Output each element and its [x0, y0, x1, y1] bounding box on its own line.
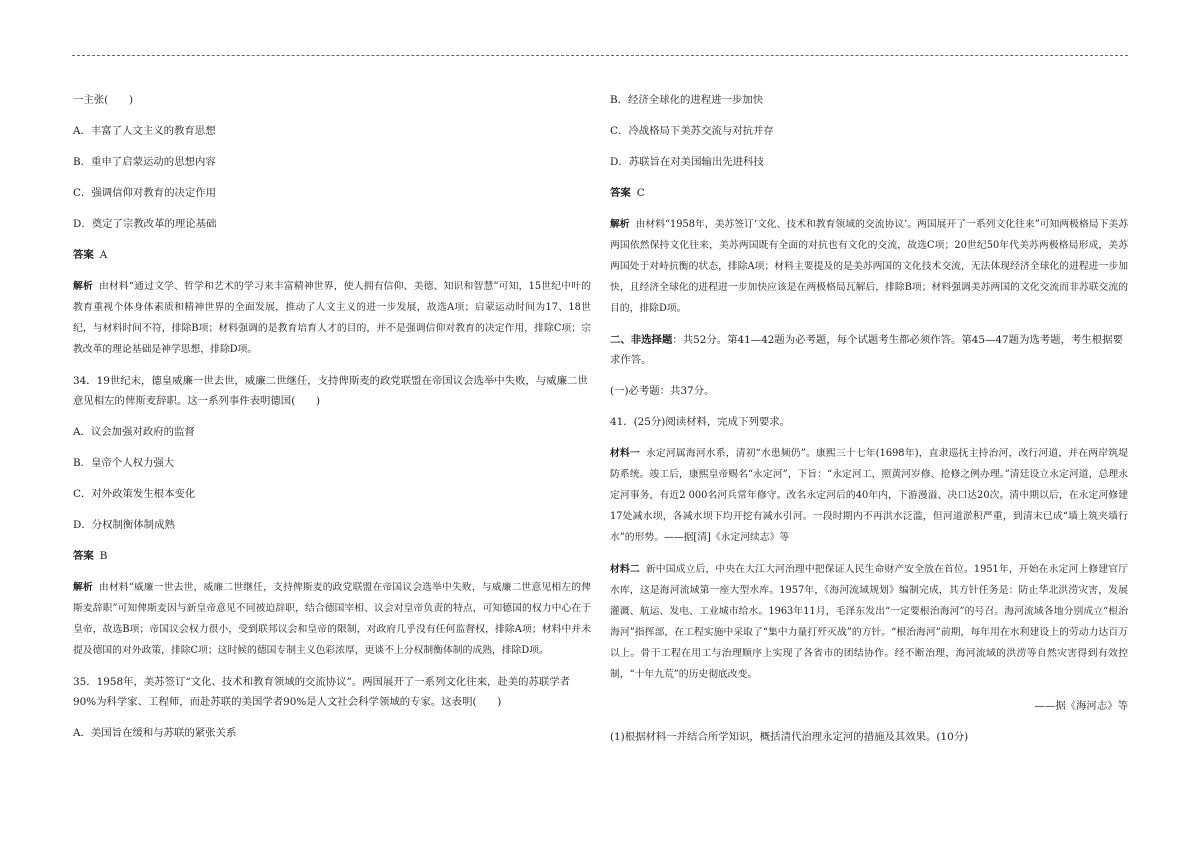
material-1	[610, 443, 1128, 548]
q35-stem: 35．1958年，美苏签订“文化、技术和教育领域的交流协议”。两国展开了一系列文化往来，赴美的苏联学者90%为科学家、工程师，而赴苏联的美国学者90%是人文社会科学领域的专家。这表明( )	[73, 676, 571, 708]
q33-stem-tail: 一主张( )	[73, 94, 134, 106]
section-2-heading: 二、非选择题	[610, 334, 673, 346]
q33-option-c: C．强调信仰对教育的决定作用	[73, 187, 217, 199]
q35-option-d: D．苏联旨在对美国输出先进科技	[610, 156, 764, 168]
section-2-intro	[610, 330, 1128, 370]
explanation-text: 由材料“通过文学、哲学和艺术的学习来丰富精神世界，使人拥有信仰、美德、知识和智慧”可知，15世纪中叶的教育重视个体身体素质和精神世界的全面发展，推动了人文主义的进一步发展，故选A项；启蒙运动时间为17、18世纪，与材料时间不符，排除B项；材料强调的是教育培育人才的目的，并不是强调信仰对教育的决定作用，排除C项；宗教改革的理论基础是神学思想，排除D项。	[73, 281, 592, 355]
material-2	[610, 559, 1128, 685]
explanation-label: 解析	[73, 582, 93, 593]
material-1-text: 永定河属海河水系，清初“水患频仍”。康熙三十七年(1698年)，直隶巡抚主持治河，改行河道，并在两岸筑堤防系统。竣工后，康熙皇帝赐名“永定河”，下旨：“永定河工，照黄河岁修、抢修之例办理。”清廷设立永定河道，总理永定河事务，有近2 000名河兵常年修守。改名永定河后的40年内，下游漫溢、决口达20次。清中期以后，在永定河修建17处减水坝，各减水坝下均开挖有减水引河。一段时期内不再洪水泛滥，但河道淤积严重，到清末已成“墙上筑夹墙行水”的形势。——据[清]《永定河续志》等	[610, 448, 1129, 543]
q34-explanation	[73, 577, 591, 661]
q34-option-c: C．对外政策发生根本变化	[73, 488, 196, 500]
q34-answer	[73, 546, 591, 566]
material-1-label: 材料一	[610, 448, 640, 459]
q34-option-b: B．皇帝个人权力强大	[73, 457, 175, 469]
explanation-text: 由材料“1958年，美苏签订‘文化、技术和教育领域的交流协议’。两国展开了一系列文化往来”可知两极格局下美苏两国依然保持文化往来，美苏两国既有全面的对抗也有文化的交流，故选C项；20世纪50年代美苏两极格局形成，美苏两国处于对峙抗衡的状态，排除A项；材料主要提及的是美苏两国的文化技术交流，无法体现经济全球化的进程进一步加快，且经济全球化的进程进一步加快应该是在两极格局瓦解后，排除B项；材料强调美苏两国的文化交流而非苏联交流的目的，排除D项。	[610, 219, 1128, 314]
q33-option-d: D．奠定了宗教改革的理论基础	[73, 218, 217, 230]
material-2-text: 新中国成立后，中央在大江大河治理中把保证人民生命财产安全放在首位。1951年，开始在永定河上修建官厅水库，这是海河流域第一座大型水库。1957年，《海河流域规划》编制完成，其方针任务是：防止华北洪涝灾害，发展灌溉、航运、发电、工业城市给水。1963年11月，毛泽东发出“一定要根治海河”的号召。海河流域各地分别成立“根治海河”指挥部，在工程实施中采取了“集中力量打歼灭战”的方针。“根治海河”前期，每年用在水利建设上的劳动力达百万以上。骨干工程在用工与治理顺序上实现了各省市的团结协作。经不断治理，海河流域的洪涝等自然灾害得到有效控制，“十年九荒”的历史彻底改变。	[610, 564, 1129, 680]
header-rule	[72, 55, 1128, 56]
q33-option-b: B．重申了启蒙运动的思想内容	[73, 156, 216, 168]
explanation-text: 由材料“威廉一世去世，威廉二世继任，支持俾斯麦的政党联盟在帝国议会选举中失败，与威廉二世意见相左的俾斯麦辞职”可知俾斯麦因与新皇帝意见不同被迫辞职，结合德国宰相、议会对皇帝负责的特点，可知德国的权力中心在于皇帝，故选B项；帝国议会权力很小，受到联邦议会和皇帝的限制，对政府几乎没有任何监督权，排除A项；材料中并未提及德国的对外政策，排除C项；这时候的德国专制主义色彩浓厚，更谈不上分权制衡体制的成熟，排除D项。	[73, 582, 592, 656]
right-column	[610, 90, 1128, 747]
q33-option-a: A．丰富了人文主义的教育思想	[73, 125, 216, 137]
material-2-label: 材料二	[610, 564, 640, 575]
answer-value: C	[636, 187, 645, 199]
q35-option-b: B．经济全球化的进程进一步加快	[610, 94, 764, 106]
q41-stem: 41．(25分)阅读材料，完成下列要求。	[610, 416, 791, 428]
material-2-source: ——据《海河志》等	[1034, 700, 1128, 712]
q35-explanation	[610, 214, 1128, 319]
required-heading: (一)必考题：共37分。	[610, 385, 715, 397]
explanation-label: 解析	[610, 219, 630, 230]
q41-subquestion-1: (1)根据材料一并结合所学知识，概括清代治理永定河的措施及其效果。(10分)	[610, 731, 969, 743]
q34-option-a: A．议会加强对政府的监督	[73, 426, 195, 438]
q35-answer	[610, 183, 1128, 203]
answer-value: B	[99, 550, 108, 562]
q33-explanation	[73, 276, 591, 360]
q34-option-d: D．分权制衡体制成熟	[73, 519, 175, 531]
q35-option-a: A．美国旨在缓和与苏联的紧张关系	[73, 727, 237, 739]
explanation-label: 解析	[73, 281, 93, 292]
answer-label: 答案	[73, 550, 94, 562]
answer-value: A	[99, 249, 108, 261]
section-2-instructions: ：共52分。第41—42题为必考题，每个试题考生都必须作答。第45—47题为选考题，考生根据要求作答。	[610, 334, 1123, 366]
q34-stem: 34．19世纪末，德皇威廉一世去世，威廉二世继任，支持俾斯麦的政党联盟在帝国议会选举中失败，与威廉二世意见相左的俾斯麦辞职。这一系列事件表明德国( )	[73, 375, 588, 407]
q33-answer	[73, 245, 591, 265]
answer-label: 答案	[73, 249, 94, 261]
answer-label: 答案	[610, 187, 631, 199]
q35-option-c: C．冷战格局下美苏交流与对抗并存	[610, 125, 774, 137]
left-column	[73, 90, 591, 743]
